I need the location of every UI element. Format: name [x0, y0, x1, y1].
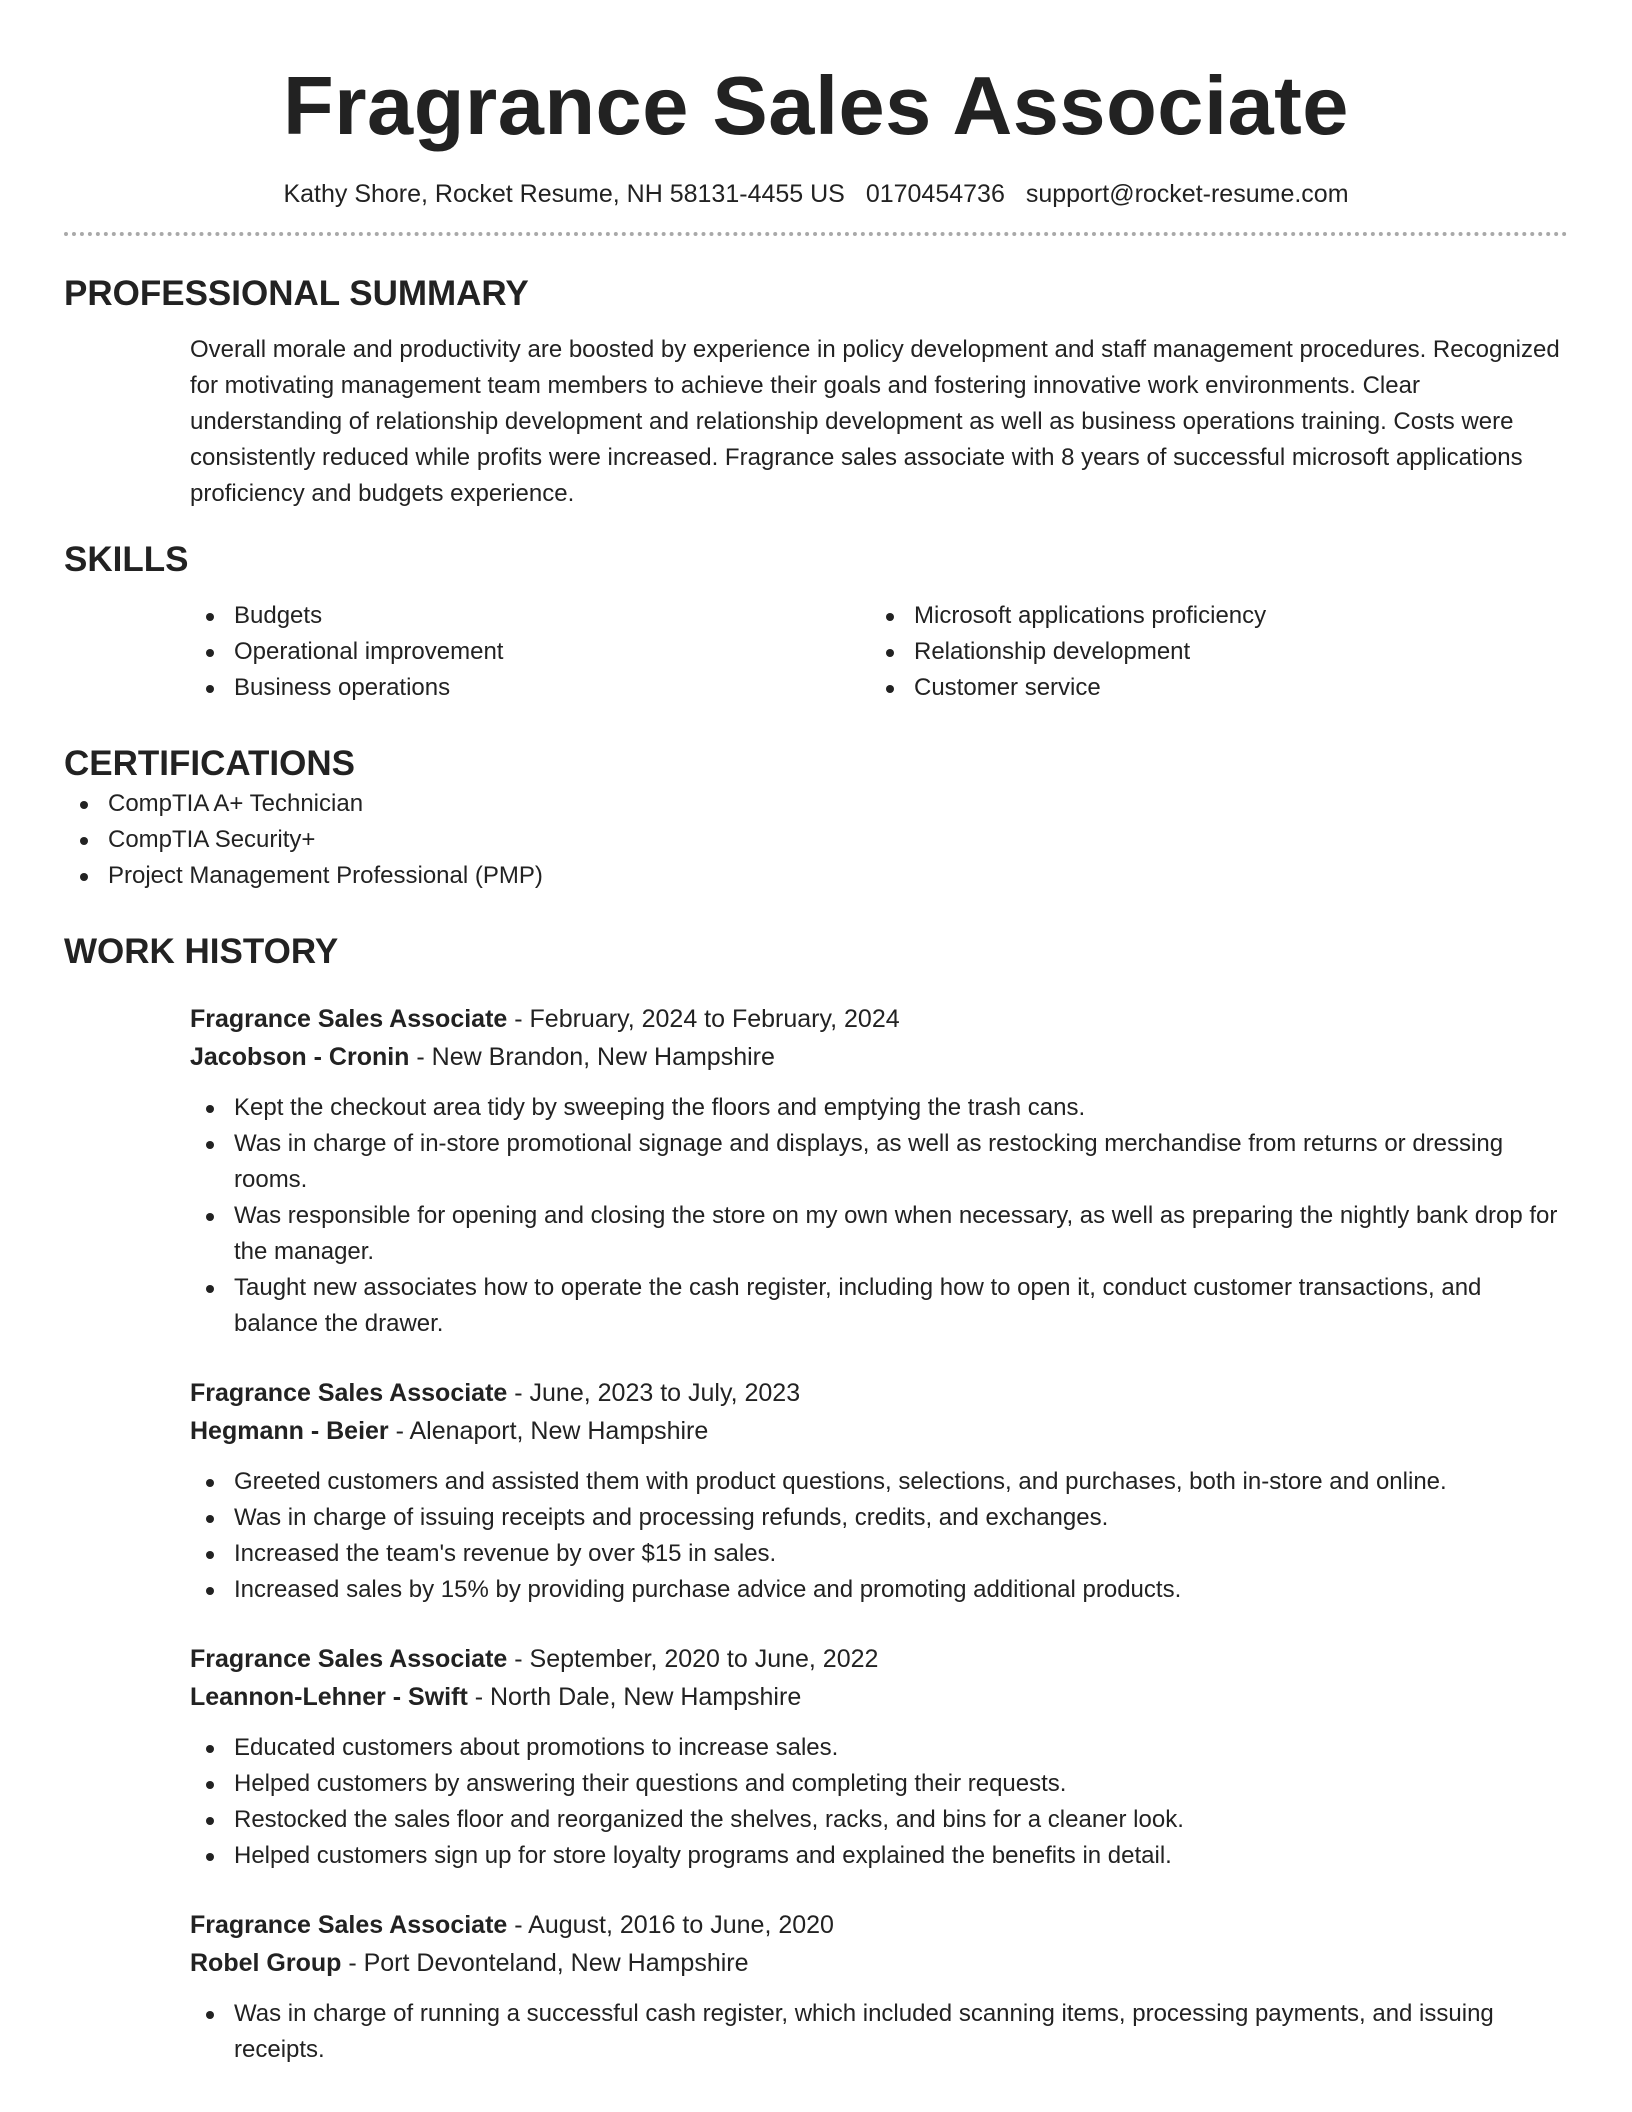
certifications-heading: CERTIFICATIONS: [64, 744, 356, 783]
skill-item: Budgets: [190, 598, 870, 634]
job-title-line: [190, 1374, 1568, 1412]
skill-item: Relationship development: [870, 634, 1550, 670]
certification-item: CompTIA A+ Technician: [64, 786, 1568, 822]
job-dates: - August, 2016 to June, 2020: [507, 1911, 834, 1939]
job-bullet: Was in charge of issuing receipts and processing refunds, credits, and exchanges.: [190, 1500, 1568, 1536]
job-bullets: [190, 1996, 1568, 2068]
job-location: - New Brandon, New Hampshire: [409, 1043, 775, 1071]
job-bullets: [190, 1730, 1568, 1874]
job-title: Fragrance Sales Associate: [190, 1645, 508, 1673]
job-title: Fragrance Sales Associate: [190, 1005, 508, 1033]
job-title: Fragrance Sales Associate: [190, 1911, 508, 1939]
skills-grid: [190, 598, 1568, 706]
job-bullets: [190, 1090, 1568, 1342]
job-bullet: Educated customers about promotions to increase sales.: [190, 1730, 1568, 1766]
job-title-line: [190, 1640, 1568, 1678]
job-title-line: [190, 1000, 1568, 1038]
job-entry: [190, 1906, 1568, 2068]
job-bullet: Was in charge of in-store promotional signage and displays, as well as restocking merchandise from returns or dressing rooms.: [190, 1126, 1568, 1198]
header-divider: [64, 232, 1568, 236]
job-location: - Alenaport, New Hampshire: [388, 1417, 709, 1445]
job-entry: [190, 1640, 1568, 1874]
job-company-line: [190, 1944, 1568, 1982]
job-bullet: Taught new associates how to operate the cash register, including how to open it, conduct customer transactions, and balance the drawer.: [190, 1270, 1568, 1342]
job-bullet: Increased the team's revenue by over $15 in sales.: [190, 1536, 1568, 1572]
job-bullet: Greeted customers and assisted them with product questions, selections, and purchases, both in-store and online.: [190, 1464, 1568, 1500]
job-bullets: [190, 1464, 1568, 1608]
certifications-list: [64, 786, 1568, 894]
job-entry: [190, 1000, 1568, 1342]
contact-phone: 0170454736: [865, 180, 1005, 208]
job-bullet: Restocked the sales floor and reorganized the shelves, racks, and bins for a cleaner look.: [190, 1802, 1568, 1838]
job-company-line: [190, 1038, 1568, 1076]
job-location: - North Dale, New Hampshire: [467, 1683, 802, 1711]
certification-item: Project Management Professional (PMP): [64, 858, 1568, 894]
job-bullet: Kept the checkout area tidy by sweeping the floors and emptying the trash cans.: [190, 1090, 1568, 1126]
skill-item: Operational improvement: [190, 634, 870, 670]
contact-line: [64, 178, 1568, 210]
skills-heading: SKILLS: [64, 540, 189, 579]
job-company: Hegmann - Beier: [190, 1417, 389, 1445]
job-bullet: Helped customers by answering their questions and completing their requests.: [190, 1766, 1568, 1802]
certification-item: CompTIA Security+: [64, 822, 1568, 858]
resume-page: [64, 0, 1568, 2068]
job-title: Fragrance Sales Associate: [190, 1379, 508, 1407]
summary-heading: PROFESSIONAL SUMMARY: [64, 274, 529, 313]
job-company: Jacobson - Cronin: [190, 1043, 410, 1071]
job-company: Leannon-Lehner - Swift: [190, 1683, 468, 1711]
resume-title: Fragrance Sales Associate: [283, 59, 1349, 152]
job-bullet: Increased sales by 15% by providing purchase advice and promoting additional products.: [190, 1572, 1568, 1608]
job-dates: - June, 2023 to July, 2023: [507, 1379, 801, 1407]
job-company-line: [190, 1678, 1568, 1716]
job-bullet: Was in charge of running a successful cash register, which included scanning items, processing payments, and issuing receipts.: [190, 1996, 1568, 2068]
contact-address: Kathy Shore, Rocket Resume, NH 58131-4455 US: [283, 180, 845, 208]
job-location: - Port Devonteland, New Hampshire: [341, 1949, 749, 1977]
job-dates: - September, 2020 to June, 2022: [507, 1645, 879, 1673]
job-dates: - February, 2024 to February, 2024: [507, 1005, 900, 1033]
job-company-line: [190, 1412, 1568, 1450]
skills-list-right: [870, 598, 1550, 706]
job-bullet: Was responsible for opening and closing the store on my own when necessary, as well as preparing the nightly bank drop for the manager.: [190, 1198, 1568, 1270]
skills-list-left: [190, 598, 870, 706]
job-title-line: [190, 1906, 1568, 1944]
skill-item: Microsoft applications proficiency: [870, 598, 1550, 634]
contact-email[interactable]: support@rocket-resume.com: [1025, 180, 1349, 208]
skill-item: Customer service: [870, 670, 1550, 706]
summary-text: Overall morale and productivity are boosted by experience in policy development and staff management procedures. Recognized for motivating management team members to achieve their goals and fostering innovative work environments. Clear understanding of relationship development and relationship development as well as business operations training. Costs were consistently reduced while profits were increased. Fragrance sales associate with 8 years of successful microsoft applications proficiency and budgets experience.: [190, 336, 1560, 507]
skill-item: Business operations: [190, 670, 870, 706]
job-entry: [190, 1374, 1568, 1608]
job-bullet: Helped customers sign up for store loyalty programs and explained the benefits in detail.: [190, 1838, 1568, 1874]
job-company: Robel Group: [190, 1949, 342, 1977]
work-history-heading: WORK HISTORY: [64, 932, 339, 971]
